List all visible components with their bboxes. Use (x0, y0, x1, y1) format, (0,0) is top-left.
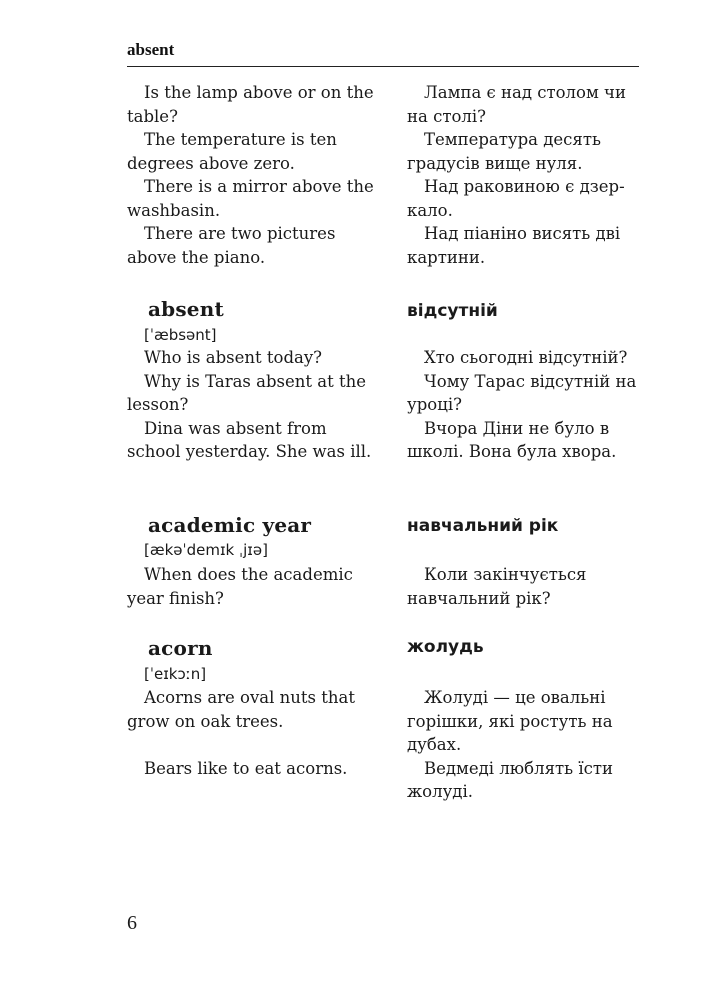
headword-absent: absent (148, 297, 224, 321)
example-uk: Лампа є над столом чи на столі? (407, 83, 626, 126)
example-uk: Вчора Діни не було в школі. Вона була хвора. (407, 418, 617, 461)
example-uk: Чому Тарас відсутній на уроці? (407, 371, 637, 414)
header-rule (127, 66, 639, 67)
example-en: Bears like to eat acorns. (144, 758, 348, 778)
example-uk: Хто сьогодні відсутній? (424, 348, 628, 367)
examples-absent-uk (407, 346, 643, 464)
example-en: There are two pictures above the piano. (127, 224, 336, 267)
transcription-academic-year: [ækəˈdemɪk ˌjɪə] (144, 541, 268, 559)
example-en: Is the lamp above or on the table? (127, 83, 374, 126)
headword-acorn: acorn (148, 636, 213, 660)
example-en: There is a mirror above the washbasin. (127, 177, 374, 220)
example-uk: Над піаніно висять дві картини. (407, 224, 621, 267)
intro-examples-en (127, 81, 377, 269)
examples-academic-year-en (127, 563, 377, 610)
translation-absent: відсутній (407, 301, 498, 321)
examples-acorn-uk (407, 686, 643, 804)
example-uk: Температура десять градусів вище нуля. (407, 130, 601, 173)
headword-academic-year: academic year (148, 513, 312, 537)
example-uk: Над раковиною є дзер-кало. (407, 177, 625, 220)
examples-absent-en (127, 346, 377, 464)
translation-acorn: жолудь (407, 637, 484, 657)
page-number: 6 (127, 912, 137, 934)
transcription-absent: [ˈæbsənt] (144, 326, 217, 344)
example-en: Who is absent today? (144, 348, 323, 367)
example-uk: Ведмеді люблять їсти жолуді. (407, 758, 614, 801)
examples-academic-year-uk (407, 563, 643, 610)
running-head: absent (127, 40, 175, 59)
examples-acorn-en (127, 686, 377, 780)
example-en: When does the academic year finish? (127, 565, 353, 608)
example-uk: Жолуді — це овальні горішки, які ростуть на дубах. (407, 688, 613, 754)
transcription-acorn: [ˈeɪkɔːn] (144, 665, 207, 683)
translation-academic-year: навчальний рік (407, 516, 559, 536)
example-en: Acorns are oval nuts that grow on oak trees. (127, 688, 355, 731)
example-en: Dina was absent from school yesterday. She was ill. (127, 418, 372, 461)
example-uk: Коли закінчується навчальний рік? (407, 565, 587, 608)
intro-examples-uk (407, 81, 643, 269)
example-en: The temperature is ten degrees above zero. (127, 130, 337, 173)
example-en: Why is Taras absent at the lesson? (127, 371, 367, 414)
